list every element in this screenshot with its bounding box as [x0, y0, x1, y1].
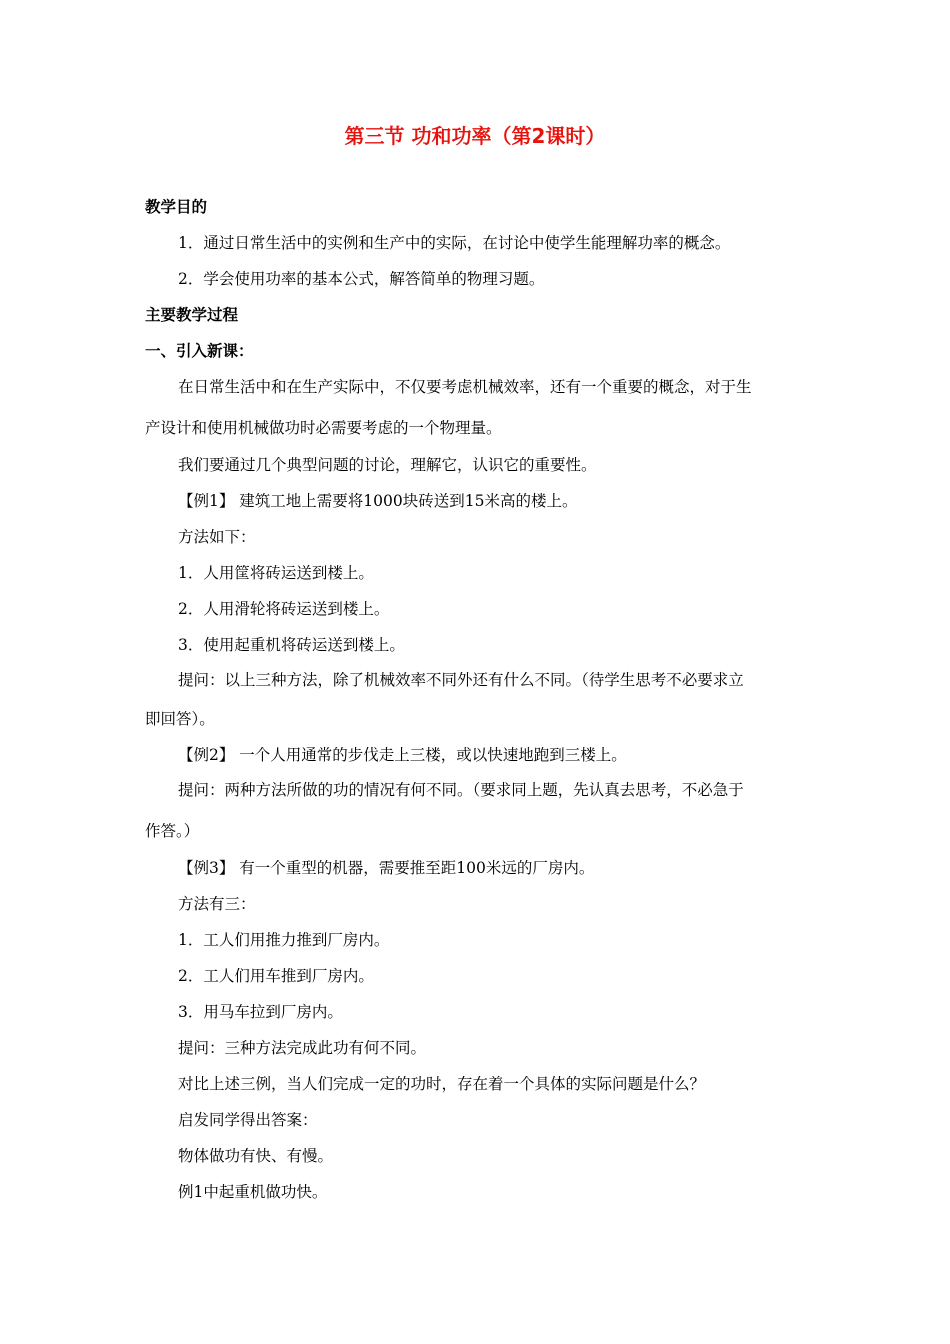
paragraph-line: 方法有三：	[178, 895, 256, 913]
question-line: 提问：两种方法所做的功的情况有何不同。（要求同上题，先认真去思考，不必急于	[178, 781, 744, 799]
paragraph-line: 方法如下：	[178, 528, 256, 546]
paragraph-line: 物体做功有快、有慢。	[178, 1147, 334, 1165]
question-line: 提问：以上三种方法，除了机械效率不同外还有什么不同。（待学生思考不必要求立	[178, 671, 744, 689]
list-item: 2．人用滑轮将砖运送到楼上。	[178, 600, 390, 618]
paragraph-line: 例1中起重机做功快。	[178, 1183, 328, 1201]
question-line: 提问：三种方法完成此功有何不同。	[178, 1039, 427, 1057]
paragraph-line: 对比上述三例，当人们完成一定的功时，存在着一个具体的实际问题是什么？	[178, 1075, 706, 1093]
list-item: 3．用马车拉到厂房内。	[178, 1003, 343, 1021]
paragraph-line: 我们要通过几个典型问题的讨论，理解它，认识它的重要性。	[178, 456, 597, 474]
paragraph-line: 在日常生活中和在生产实际中，不仅要考虑机械效率，还有一个重要的概念，对于生	[178, 378, 752, 396]
paragraph-line: 产设计和使用机械做功时必需要考虑的一个物理量。	[145, 419, 502, 437]
paragraph-line: 作答。）	[145, 822, 200, 840]
objective-item: 2．学会使用功率的基本公式，解答简单的物理习题。	[178, 270, 545, 288]
objective-item: 1．通过日常生活中的实例和生产中的实际，在讨论中使学生能理解功率的概念。	[178, 234, 731, 252]
paragraph-line: 即回答）。	[145, 710, 215, 728]
example-line: 【例2】 一个人用通常的步伐走上三楼，或以快速地跑到三楼上。	[178, 746, 627, 764]
list-item: 1．人用筐将砖运送到楼上。	[178, 564, 374, 582]
list-item: 2．工人们用车推到厂房内。	[178, 967, 374, 985]
intro-heading: 一、引入新课：	[145, 342, 254, 360]
paragraph-line: 启发同学得出答案：	[178, 1111, 318, 1129]
example-line: 【例1】 建筑工地上需要将1000块砖送到15米高的楼上。	[178, 492, 578, 510]
example-line: 【例3】 有一个重型的机器，需要推至距100米远的厂房内。	[178, 859, 595, 877]
process-heading: 主要教学过程	[145, 306, 239, 324]
objectives-heading: 教学目的	[145, 198, 208, 216]
list-item: 1．工人们用推力推到厂房内。	[178, 931, 390, 949]
page-title: 第三节 功和功率（第2课时）	[344, 124, 606, 148]
list-item: 3．使用起重机将砖运送到楼上。	[178, 636, 405, 654]
